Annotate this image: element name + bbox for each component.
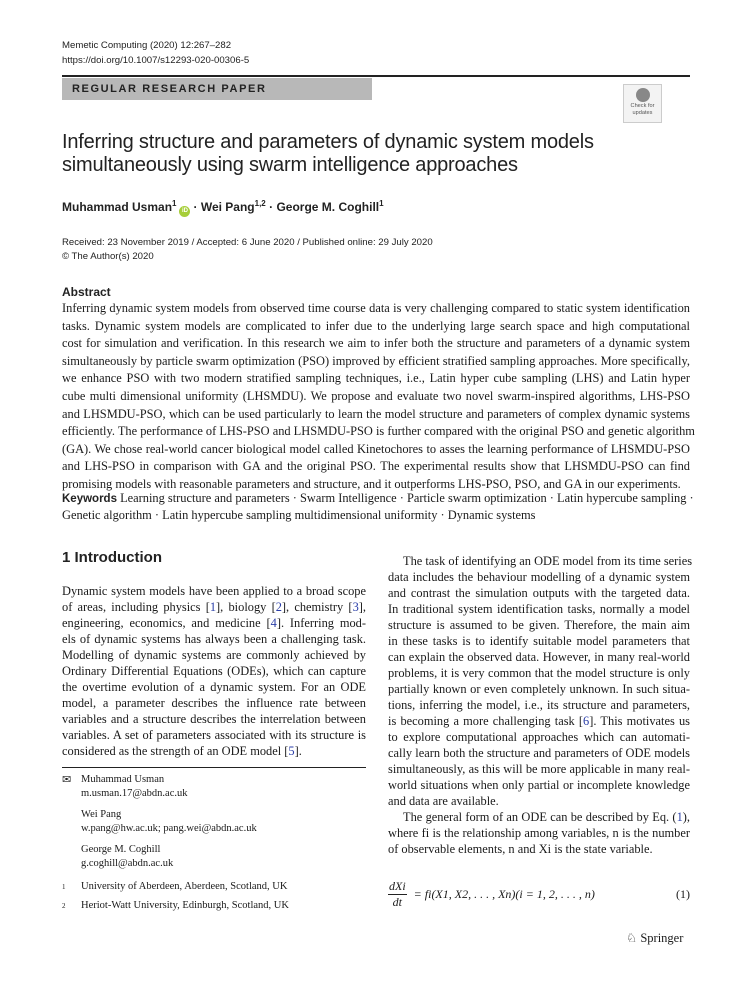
envelope-icon: ✉: [62, 774, 72, 786]
section-heading: 1 Introduction: [62, 549, 162, 566]
text-line: The general form of an ODE can be described by Eq. (1),: [403, 810, 690, 824]
keywords-text: Learning structure and parameters · Swarm Intelligence · Particle swarm optimization · Latin hypercube sampling ·: [120, 491, 694, 505]
equation-number: (1): [676, 887, 690, 901]
orcid-icon[interactable]: iD: [179, 206, 190, 217]
contact-name: Wei Pang: [81, 809, 122, 820]
citation-link[interactable]: 1: [209, 600, 217, 614]
category-label: REGULAR RESEARCH PAPER: [72, 83, 267, 95]
equation-numerator: dXi: [389, 879, 406, 893]
text-line: efficiently. The performance of LHS-PSO and LHSMDU-PSO is further compared with the original PSO and genetic algorithm: [62, 424, 695, 439]
text-line: cally learn both the structure and parameters of ODE models: [388, 746, 690, 760]
affiliation: University of Aberdeen, Aberdeen, Scotland, UK: [81, 881, 288, 892]
text-line: is becoming a more challenging task [6]. This motivates us: [388, 714, 691, 728]
text-line: world situations when only partial or incomplete knowledge: [388, 778, 690, 792]
text-line: to explore computational approaches which can automati-: [388, 730, 690, 744]
title-line: simultaneously using swarm intelligence approaches: [62, 154, 518, 176]
footnote-rule: [62, 767, 366, 768]
equation-1: [388, 879, 690, 910]
text-line: Modelling of dynamic systems are commonly achieved by: [62, 648, 366, 662]
contact-name: Muhammad Usman: [81, 774, 165, 785]
intro-right-paragraph: [388, 553, 693, 809]
text-line: of observable elements, n and Xi is the state variable.: [388, 842, 653, 856]
text-line: of areas, including physics [1], biology [2], chemistry [3],: [62, 600, 366, 614]
text-line: and data are available.: [388, 794, 499, 808]
keywords: [62, 490, 694, 523]
text-line: data includes the behaviour modelling of a dynamic system: [388, 570, 690, 584]
copyright: © The Author(s) 2020: [62, 251, 154, 262]
text-line: structure is assumed to be given. Therefore, the main aim: [388, 618, 690, 632]
abstract-body: [62, 300, 695, 494]
text-line: in these tasks is to identify suitable model parameters that: [388, 634, 690, 648]
affiliation-number: 2: [62, 902, 66, 910]
journal-citation: Memetic Computing (2020) 12:267–282: [62, 40, 232, 51]
contact-name: George M. Coghill: [81, 844, 161, 855]
bookmark-icon: [636, 88, 650, 102]
header-rule: [62, 75, 690, 77]
text-line: and LHSMDU-PSO, which can be used particularly to learn the model structure and parameters of complex dynamic systems: [62, 406, 690, 421]
correspondence: [62, 773, 366, 913]
keywords-label: Keywords: [62, 493, 117, 505]
author-affiliation: 1,2: [254, 199, 266, 208]
text-line: problems, it is very common that the model structure is only: [388, 666, 690, 680]
text-line: partially known or even completely unknown. In such situa-: [388, 682, 690, 696]
text-line: and contrast the simulation outputs with the targeted data.: [388, 586, 690, 600]
publisher-name: Springer: [640, 931, 684, 945]
category-banner: [62, 78, 372, 100]
affiliation-number: 1: [62, 883, 66, 891]
text-line: Inferring dynamic system models from observed time course data is very challenging compared to static system identification: [62, 301, 690, 315]
text-line: variables and a structure describes the interrelation between: [62, 712, 366, 726]
text-line: simultaneously by particle swarm optimization (PSO) improved by efficient stratified sampling approaches. More specifically,: [62, 353, 690, 368]
author-name[interactable]: George M. Coghill: [276, 200, 380, 214]
check-for-updates-badge[interactable]: [623, 84, 662, 123]
text-line: In traditional system identification tasks, normally a model: [388, 602, 690, 616]
author-name[interactable]: Muhammad Usman: [62, 200, 173, 214]
text-line: Dynamic system models have been applied to a broad scope: [62, 584, 366, 598]
separator: ·: [193, 200, 198, 214]
journal-info: [62, 38, 249, 68]
text-line: simultaneously, as this will be more applicable in many real-: [388, 762, 690, 776]
author-list: [62, 199, 384, 217]
author-affiliation: 1: [379, 199, 384, 208]
citation-link[interactable]: 3: [352, 600, 359, 614]
text-line: variables. A set of parameters associated with its structure is: [62, 728, 366, 742]
badge-text-2: updates: [632, 109, 653, 116]
equation-denominator: dt: [392, 895, 402, 909]
text-line: tasks. Dynamic system models are complicated to infer due to the underlying large search space and high computational: [62, 318, 690, 333]
affiliation: Heriot-Watt University, Edinburgh, Scotland, UK: [81, 900, 289, 911]
doi-link[interactable]: https://doi.org/10.1007/s12293-020-00306-5: [62, 55, 250, 66]
springer-horse-icon: ♘: [626, 931, 638, 945]
intro-right-paragraph-2: [388, 809, 690, 857]
equation-link[interactable]: 1: [676, 810, 683, 824]
text-line: promising models with reasonable parameters and structure, and it outperforms LHS-PSO, PSO, and GA in our experiments.: [62, 476, 681, 491]
springer-logo: [626, 930, 683, 946]
title-line: Inferring structure and parameters of dynamic system models: [62, 131, 594, 153]
author-affiliation: 1: [172, 199, 177, 208]
text-line: (GA). We chose real-world cancer biological model called Kinetochores to asses the learning performance of LHSMDU-PSO: [62, 441, 690, 456]
citation-link[interactable]: 6: [583, 714, 590, 728]
contact-email[interactable]: m.usman.17@abdn.ac.uk: [81, 788, 188, 799]
text-line: model, a parameter describes the influence rate between: [62, 696, 366, 710]
separator: ·: [269, 200, 274, 214]
dates: Received: 23 November 2019 / Accepted: 6 June 2020 / Published online: 29 July 2020: [62, 237, 433, 248]
text-line: can explain the observed data. However, in many real-world: [388, 650, 690, 664]
abstract-heading: Abstract: [62, 285, 111, 299]
text-line: the overtime evolution of a dynamic system. For an ODE: [62, 680, 366, 694]
citation-link[interactable]: 5: [288, 744, 295, 758]
text-line: and LHS-PSO in comparison with GA and the original PSO. The experimental results show that LHSMDU-PSO can find: [62, 459, 690, 474]
text-line: tions, inferring the model, i.e., its structure and parameters,: [388, 698, 690, 712]
keywords-text: Genetic algorithm · Latin hypercube sampling multidimensional uniformity · Dynamic systems: [62, 508, 536, 522]
text-line: considered as the strength of an ODE model [5].: [62, 744, 302, 758]
text-line: The task of identifying an ODE model from its time series: [403, 554, 693, 568]
text-line: els of dynamic systems has always been a challenging task.: [62, 632, 366, 646]
text-line: where fi is the relationship among variables, n is the number: [388, 826, 690, 840]
badge-text-1: Check for: [630, 103, 655, 109]
contact-email[interactable]: g.coghill@abdn.ac.uk: [81, 858, 174, 869]
author-name[interactable]: Wei Pang: [200, 200, 255, 214]
text-line: cost for simulation and verification. In this research we aim to infer both the structure and parameters of a dynamic system: [62, 336, 690, 351]
text-line: engineering, economics, and medicine [4]. Inferring mod-: [62, 616, 366, 630]
intro-left-paragraph: [62, 583, 366, 759]
text-line: Ordinary Differential Equations (ODEs), which can capture: [62, 664, 366, 678]
citation-link[interactable]: 2: [275, 600, 282, 614]
citation-link[interactable]: 4: [270, 616, 277, 630]
text-line: we enhance PSO with two modern stratified sampling techniques, i.e., Latin hyper cube sampling (LHS) and Latin hyper: [62, 371, 690, 386]
contact-email[interactable]: w.pang@hw.ac.uk; pang.wei@abdn.ac.uk: [81, 823, 257, 834]
publication-history: [62, 236, 433, 264]
equation-rhs: = fi(X1, X2, . . . , Xn)(i = 1, 2, . . . , n): [413, 887, 595, 901]
text-line: cube multi dimensional uniformity (LHSMDU). We propose and evaluate two novel swarm-inspired algorithms, LHS-PSO: [62, 388, 690, 403]
paper-title: [62, 131, 594, 177]
